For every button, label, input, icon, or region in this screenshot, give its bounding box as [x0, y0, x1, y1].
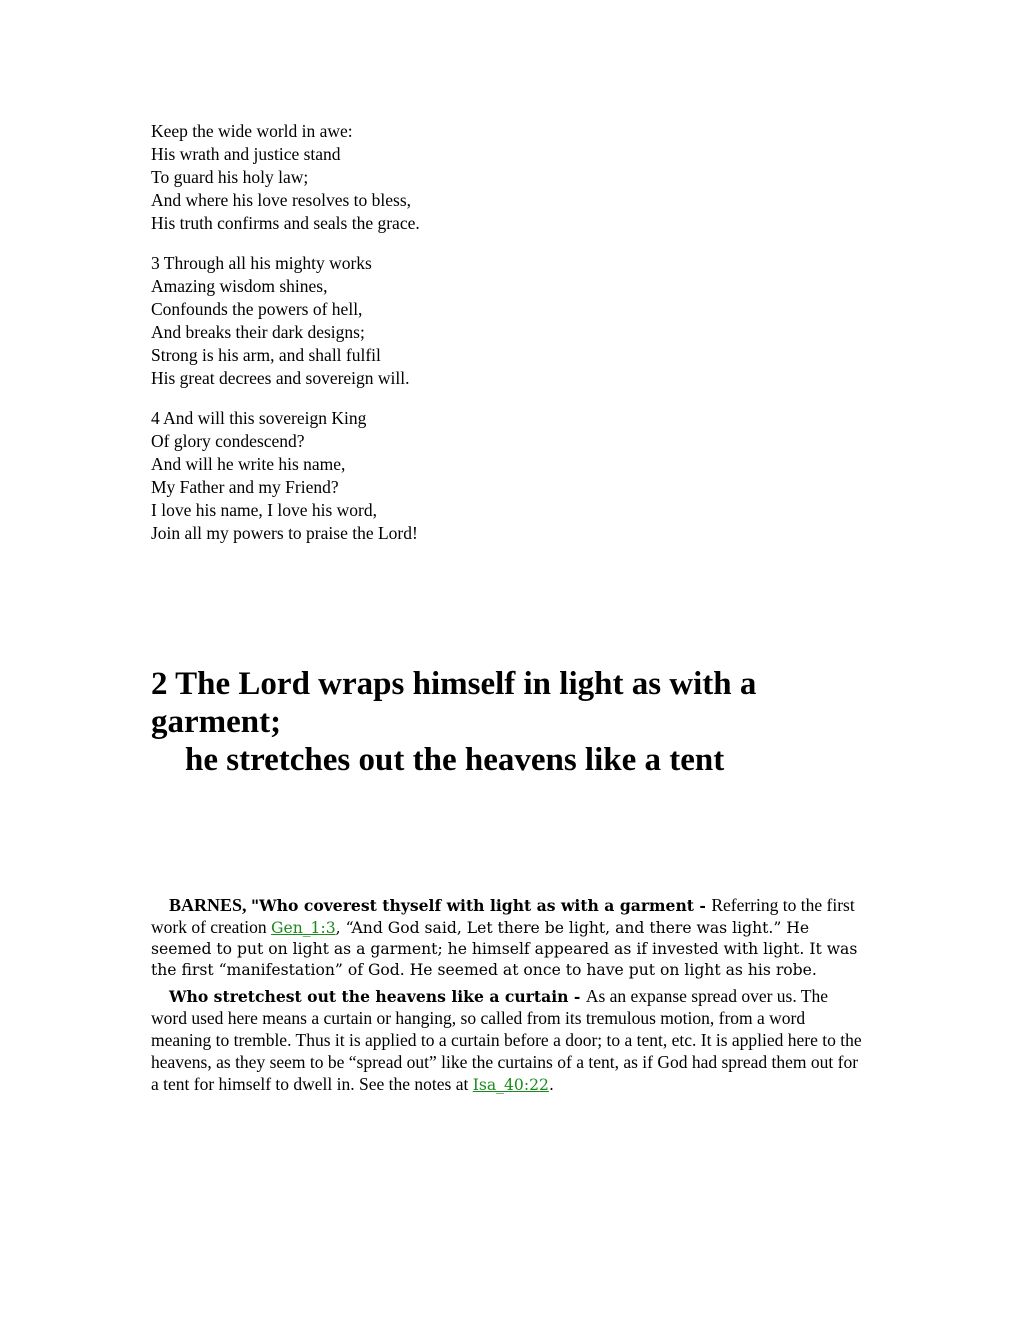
- commentary-paragraph-1: [151, 895, 866, 981]
- verse-heading-line-3: he stretches out the heavens like a tent: [185, 742, 725, 778]
- commentary-text: As an expanse spread over us. The word used here means a curtain or hanging, so called from its tremulous motion, from a word meaning to tremble. Thus it is applied to a curtain before a door; to a tent, etc. It is applied here to the heavens, as they seem to be “spread out” like the curtains of a tent, as if God had spread them out for a tent for himself to dwell in. See the notes at: [151, 986, 862, 1094]
- commentary-author: BARNES,: [169, 895, 252, 915]
- stanza-line: Keep the wide world in awe:: [151, 121, 353, 141]
- stanza-line: 3 Through all his mighty works: [151, 253, 372, 273]
- stanza-line: To guard his holy law;: [151, 167, 309, 187]
- stanza-line: 4 And will this sovereign King: [151, 408, 367, 428]
- stanza-line: And will he write his name,: [151, 454, 346, 474]
- stanza-line: And where his love resolves to bless,: [151, 190, 412, 210]
- stanza-continued: [151, 120, 871, 235]
- hymn-text: [151, 120, 871, 562]
- stanza-line: His wrath and justice stand: [151, 144, 341, 164]
- commentary-text: .: [548, 1076, 554, 1094]
- stanza-line: And breaks their dark designs;: [151, 322, 365, 342]
- stanza-line: I love his name, I love his word,: [151, 500, 377, 520]
- stanza-line: Confounds the powers of hell,: [151, 299, 363, 319]
- commentary-paragraph-2: [151, 986, 866, 1096]
- stanza-line: His truth confirms and seals the grace.: [151, 213, 420, 233]
- stanza-line: Join all my powers to praise the Lord!: [151, 523, 418, 543]
- verse-heading-line-2: garment;: [151, 704, 282, 740]
- barnes-commentary: [151, 895, 866, 1101]
- stanza-line: Strong is his arm, and shall fulfil: [151, 345, 381, 365]
- scripture-link-gen-1-3[interactable]: Gen_1:3: [271, 919, 336, 937]
- stanza-3: [151, 252, 871, 390]
- commentary-lead-phrase: Who stretchest out the heavens like a curtain -: [169, 987, 586, 1006]
- commentary-lead-phrase: "Who coverest thyself with light as with a garment -: [251, 896, 712, 915]
- commentary-text: Referring to the first work of creation: [151, 895, 855, 937]
- verse-heading: [151, 665, 871, 779]
- scripture-link-isa-40-22[interactable]: Isa_40:22: [472, 1076, 549, 1094]
- verse-heading-line-1: 2 The Lord wraps himself in light as with a: [151, 666, 757, 702]
- stanza-line: Amazing wisdom shines,: [151, 276, 328, 296]
- stanza-4: [151, 407, 871, 545]
- stanza-line: His great decrees and sovereign will.: [151, 368, 410, 388]
- stanza-line: My Father and my Friend?: [151, 477, 339, 497]
- commentary-text: , “And God said, Let there be light, and there was light.” He seemed to put on light as a garment; he himself appeared as if invested with light. It was the first “manifestation” of God. He seemed at once to have put on light as his robe.: [151, 919, 858, 979]
- stanza-line: Of glory condescend?: [151, 431, 305, 451]
